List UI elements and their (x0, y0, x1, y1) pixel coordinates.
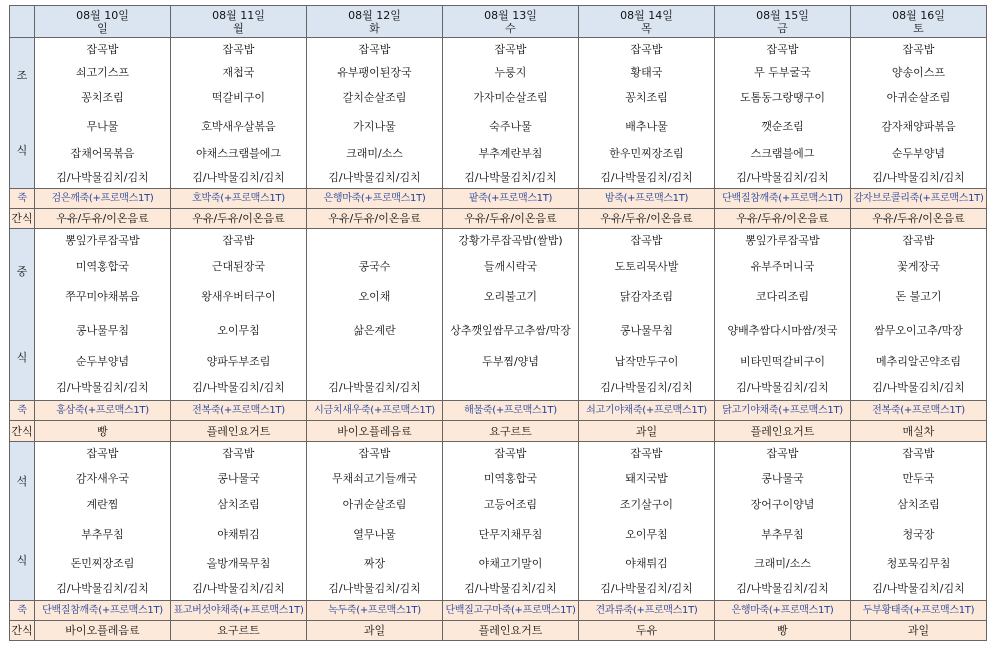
lunch-dish: 왕새우버터구이 (171, 281, 307, 313)
dinner-dish: 콩나물국 (171, 466, 307, 491)
dinner-juk-row (10, 601, 987, 621)
breakfast-dish: 갈치순살조림 (307, 84, 443, 111)
breakfast-dish: 재첩국 (171, 61, 307, 84)
breakfast-dish: 잡곡밥 (307, 38, 443, 61)
meal-plan-table-wrapper (9, 5, 986, 641)
breakfast-dish: 떡갈비구이 (171, 84, 307, 111)
dinner-dish: 잡곡밥 (35, 442, 171, 466)
lunch-dish: 김/나박물김치/김치 (579, 375, 715, 400)
lunch-dish (307, 347, 443, 375)
lunch-dish: 김/나박물김치/김치 (715, 375, 851, 400)
dinner-dish: 오이무침 (579, 518, 715, 550)
breakfast-dish: 감자채양파볶음 (851, 111, 987, 141)
breakfast-snack-item: 우유/두유/이온음료 (307, 209, 443, 229)
lunch-juk-item: 쇠고기야채죽(+프로맥스1T) (579, 401, 715, 421)
day-date: 08월 16일 (892, 8, 945, 22)
breakfast-dish: 김/나박물김치/김치 (171, 166, 307, 188)
lunch-dish: 잡곡밥 (579, 229, 715, 253)
dinner-juk-item: 은행마죽(+프로맥스1T) (715, 601, 851, 621)
breakfast-juk-item: 은행마죽(+프로맥스1T) (307, 189, 443, 209)
lunch-dish: 메추리알곤약조림 (851, 347, 987, 375)
day-header (715, 6, 851, 38)
day-date: 08월 10일 (76, 8, 129, 22)
day-header (851, 6, 987, 38)
lunch-dish (443, 375, 579, 400)
lunch-dish: 쌈무오이고추/막장 (851, 313, 987, 347)
lunch-dish: 양파두부조림 (171, 347, 307, 375)
dinner-dish: 잡곡밥 (171, 442, 307, 466)
breakfast-dish-row (10, 61, 987, 84)
breakfast-dish: 김/나박물김치/김치 (851, 166, 987, 188)
breakfast-juk-item: 호박죽(+프로맥스1T) (171, 189, 307, 209)
breakfast-dish: 쇠고기스프 (35, 61, 171, 84)
dinner-label-char: 석 (16, 475, 28, 488)
breakfast-dish: 잡곡밥 (579, 38, 715, 61)
lunch-dish-row (10, 347, 987, 375)
dinner-label (10, 442, 35, 601)
breakfast-dish: 크래미/소스 (307, 141, 443, 166)
breakfast-snack-item: 우유/두유/이온음료 (851, 209, 987, 229)
lunch-dish: 삶은계란 (307, 313, 443, 347)
dinner-dish: 돈민찌장조림 (35, 550, 171, 577)
lunch-snack-item: 매실차 (851, 421, 987, 442)
breakfast-dish: 김/나박물김치/김치 (307, 166, 443, 188)
lunch-dish: 미역홍합국 (35, 253, 171, 281)
lunch-dish: 콩나물무침 (35, 313, 171, 347)
dinner-dish: 고등어조림 (443, 491, 579, 518)
dinner-dish: 단무지채무침 (443, 518, 579, 550)
dinner-dish: 장어구이양념 (715, 491, 851, 518)
dinner-dish-row (10, 518, 987, 550)
day-of-week: 일 (97, 21, 108, 35)
lunch-dish: 양배추쌈다시마쌈/젓국 (715, 313, 851, 347)
dinner-dish: 잡곡밥 (307, 442, 443, 466)
lunch-dish-row (10, 281, 987, 313)
lunch-dish: 오리불고기 (443, 281, 579, 313)
dinner-dish: 콩나물국 (715, 466, 851, 491)
dinner-dish: 만두국 (851, 466, 987, 491)
breakfast-juk-item: 단백질참깨죽(+프로맥스1T) (715, 189, 851, 209)
breakfast-dish: 순두부양념 (851, 141, 987, 166)
breakfast-dish: 잡곡밥 (851, 38, 987, 61)
dinner-dish: 열무나물 (307, 518, 443, 550)
breakfast-snack-item: 우유/두유/이온음료 (171, 209, 307, 229)
dinner-dish: 잡곡밥 (579, 442, 715, 466)
breakfast-dish-row (10, 84, 987, 111)
breakfast-snack-item: 우유/두유/이온음료 (579, 209, 715, 229)
dinner-juk-item: 단백질고구마죽(+프로맥스1T) (443, 601, 579, 621)
lunch-label-char: 식 (16, 350, 28, 364)
dinner-dish: 무채쇠고기들깨국 (307, 466, 443, 491)
header-corner (10, 6, 35, 38)
lunch-juk-label: 죽 (10, 401, 35, 421)
lunch-snack-item: 플레인요거트 (171, 421, 307, 442)
breakfast-dish-row (10, 111, 987, 141)
lunch-dish: 납작만두구이 (579, 347, 715, 375)
lunch-dish: 꽃게장국 (851, 253, 987, 281)
breakfast-dish: 가자미순살조림 (443, 84, 579, 111)
dinner-dish: 김/나박물김치/김치 (579, 577, 715, 600)
lunch-dish: 돈 불고기 (851, 281, 987, 313)
dinner-dish: 조기살구이 (579, 491, 715, 518)
dinner-dish-row (10, 577, 987, 600)
day-date: 08월 12일 (348, 8, 401, 22)
breakfast-snack-item: 우유/두유/이온음료 (715, 209, 851, 229)
lunch-dish-row (10, 253, 987, 281)
meal-plan-body (10, 6, 987, 641)
day-of-week: 금 (777, 21, 788, 35)
day-header (443, 6, 579, 38)
lunch-dish-row (10, 375, 987, 400)
lunch-dish: 닭감자조림 (579, 281, 715, 313)
weekly-meal-plan-table (9, 5, 987, 641)
lunch-dish: 코다리조림 (715, 281, 851, 313)
day-header (35, 6, 171, 38)
day-of-week: 화 (369, 21, 380, 35)
dinner-dish: 짜장 (307, 550, 443, 577)
lunch-snack-item: 과일 (579, 421, 715, 442)
breakfast-dish: 호박새우살볶음 (171, 111, 307, 141)
breakfast-dish: 김/나박물김치/김치 (35, 166, 171, 188)
dinner-snack-item: 플레인요거트 (443, 621, 579, 641)
dinner-dish-row (10, 442, 987, 466)
dinner-label-char: 식 (16, 554, 28, 567)
breakfast-dish: 숙주나물 (443, 111, 579, 141)
dinner-dish: 감자새우국 (35, 466, 171, 491)
day-date: 08월 13일 (484, 8, 537, 22)
breakfast-juk-item: 감자브로콜리죽(+프로맥스1T) (851, 189, 987, 209)
breakfast-dish: 깻순조림 (715, 111, 851, 141)
lunch-dish: 쭈꾸미야채볶음 (35, 281, 171, 313)
dinner-snack-item: 과일 (307, 621, 443, 641)
dinner-dish: 올방개묵무침 (171, 550, 307, 577)
dinner-snack-item: 과일 (851, 621, 987, 641)
lunch-dish: 잡곡밥 (851, 229, 987, 253)
day-header (579, 6, 715, 38)
lunch-dish: 두부찜/양념 (443, 347, 579, 375)
breakfast-dish: 잡곡밥 (443, 38, 579, 61)
lunch-snack-item: 플레인요거트 (715, 421, 851, 442)
lunch-dish (307, 229, 443, 253)
dinner-snack-row (10, 621, 987, 641)
dinner-snack-item: 바이오플레음료 (35, 621, 171, 641)
day-date: 08월 11일 (212, 8, 265, 22)
day-date: 08월 14일 (620, 8, 673, 22)
breakfast-juk-item: 팥죽(+프로맥스1T) (443, 189, 579, 209)
day-header (307, 6, 443, 38)
day-header (171, 6, 307, 38)
breakfast-dish: 도톰동그랑땡구이 (715, 84, 851, 111)
breakfast-dish-row (10, 38, 987, 61)
dinner-dish: 삼치조림 (851, 491, 987, 518)
lunch-juk-item: 닭고기야채죽(+프로맥스1T) (715, 401, 851, 421)
dinner-dish: 삼치조림 (171, 491, 307, 518)
lunch-dish: 순두부양념 (35, 347, 171, 375)
breakfast-dish-row (10, 166, 987, 188)
breakfast-snack-label: 간식 (10, 209, 35, 229)
lunch-label (10, 229, 35, 401)
breakfast-snack-item: 우유/두유/이온음료 (35, 209, 171, 229)
lunch-dish: 뽕잎가루잡곡밥 (715, 229, 851, 253)
breakfast-label-char: 조 (16, 69, 28, 82)
breakfast-dish: 누룽지 (443, 61, 579, 84)
lunch-dish-row (10, 229, 987, 253)
dinner-dish: 김/나박물김치/김치 (307, 577, 443, 600)
lunch-dish: 강황가루잡곡밥(쌀밥) (443, 229, 579, 253)
dinner-dish: 야채튀김 (579, 550, 715, 577)
dinner-dish: 돼지국밥 (579, 466, 715, 491)
breakfast-dish: 양송이스프 (851, 61, 987, 84)
lunch-dish: 근대된장국 (171, 253, 307, 281)
dinner-dish-row (10, 491, 987, 518)
breakfast-dish: 아귀순살조림 (851, 84, 987, 111)
dinner-dish: 야채고기말이 (443, 550, 579, 577)
dinner-snack-item: 요구르트 (171, 621, 307, 641)
breakfast-dish: 유부팽이된장국 (307, 61, 443, 84)
lunch-dish-row (10, 313, 987, 347)
lunch-snack-item: 요구르트 (443, 421, 579, 442)
breakfast-dish: 한우민찌장조림 (579, 141, 715, 166)
breakfast-label-char: 식 (16, 144, 28, 157)
day-of-week: 월 (233, 21, 244, 35)
lunch-snack-label: 간식 (10, 421, 35, 442)
dinner-dish: 부추무침 (35, 518, 171, 550)
dinner-dish: 청포묵김무침 (851, 550, 987, 577)
dinner-dish: 미역홍합국 (443, 466, 579, 491)
dinner-dish: 김/나박물김치/김치 (715, 577, 851, 600)
lunch-dish: 콩나물무침 (579, 313, 715, 347)
breakfast-dish: 무나물 (35, 111, 171, 141)
dinner-juk-item: 표고버섯야채죽(+프로맥스1T) (171, 601, 307, 621)
breakfast-dish: 잡곡밥 (171, 38, 307, 61)
dinner-juk-item: 녹두죽(+프로맥스1T) (307, 601, 443, 621)
day-of-week: 수 (505, 21, 516, 35)
dinner-dish: 김/나박물김치/김치 (171, 577, 307, 600)
breakfast-dish: 꽁치조림 (579, 84, 715, 111)
lunch-juk-item: 전복죽(+프로맥스1T) (171, 401, 307, 421)
dinner-juk-item: 두부황태죽(+프로맥스1T) (851, 601, 987, 621)
breakfast-dish: 잡채어묵볶음 (35, 141, 171, 166)
breakfast-juk-row (10, 189, 987, 209)
header-row (10, 6, 987, 38)
breakfast-dish: 스크램블에그 (715, 141, 851, 166)
dinner-dish: 부추무침 (715, 518, 851, 550)
lunch-dish: 상추깻잎쌈무고추쌈/막장 (443, 313, 579, 347)
dinner-juk-item: 단백질참깨죽(+프로맥스1T) (35, 601, 171, 621)
dinner-dish: 김/나박물김치/김치 (35, 577, 171, 600)
lunch-snack-item: 바이오플레음료 (307, 421, 443, 442)
breakfast-dish: 김/나박물김치/김치 (715, 166, 851, 188)
lunch-juk-item: 홍삼죽(+프로맥스1T) (35, 401, 171, 421)
dinner-dish: 잡곡밥 (443, 442, 579, 466)
breakfast-dish: 잡곡밥 (35, 38, 171, 61)
lunch-dish: 김/나박물김치/김치 (35, 375, 171, 400)
day-date: 08월 15일 (756, 8, 809, 22)
lunch-juk-row (10, 401, 987, 421)
dinner-dish: 아귀순살조림 (307, 491, 443, 518)
lunch-juk-item: 해물죽(+프로맥스1T) (443, 401, 579, 421)
dinner-dish: 청국장 (851, 518, 987, 550)
dinner-juk-label: 죽 (10, 601, 35, 621)
dinner-snack-item: 두유 (579, 621, 715, 641)
lunch-dish: 뽕잎가루잡곡밥 (35, 229, 171, 253)
dinner-dish: 김/나박물김치/김치 (851, 577, 987, 600)
lunch-dish: 콩국수 (307, 253, 443, 281)
dinner-dish: 잡곡밥 (715, 442, 851, 466)
dinner-dish: 김/나박물김치/김치 (443, 577, 579, 600)
lunch-dish: 김/나박물김치/김치 (307, 375, 443, 400)
lunch-juk-item: 전복죽(+프로맥스1T) (851, 401, 987, 421)
lunch-dish: 도토리묵사발 (579, 253, 715, 281)
breakfast-snack-item: 우유/두유/이온음료 (443, 209, 579, 229)
breakfast-snack-row (10, 209, 987, 229)
breakfast-dish: 김/나박물김치/김치 (579, 166, 715, 188)
breakfast-juk-label: 죽 (10, 189, 35, 209)
lunch-snack-item: 빵 (35, 421, 171, 442)
breakfast-dish: 꽁치조림 (35, 84, 171, 111)
lunch-dish: 비타민떡갈비구이 (715, 347, 851, 375)
breakfast-dish: 부추계란부침 (443, 141, 579, 166)
lunch-dish: 김/나박물김치/김치 (851, 375, 987, 400)
dinner-dish: 계란찜 (35, 491, 171, 518)
day-of-week: 목 (641, 21, 652, 35)
dinner-snack-item: 빵 (715, 621, 851, 641)
breakfast-dish: 김/나박물김치/김치 (443, 166, 579, 188)
breakfast-dish: 배추나물 (579, 111, 715, 141)
lunch-label-char: 중 (16, 265, 28, 279)
breakfast-dish-row (10, 141, 987, 166)
lunch-dish: 김/나박물김치/김치 (171, 375, 307, 400)
lunch-dish: 오이채 (307, 281, 443, 313)
breakfast-dish: 야채스크램블에그 (171, 141, 307, 166)
lunch-dish: 오이무침 (171, 313, 307, 347)
breakfast-juk-item: 검은깨죽(+프로맥스1T) (35, 189, 171, 209)
dinner-snack-label: 간식 (10, 621, 35, 641)
dinner-dish: 야채튀김 (171, 518, 307, 550)
dinner-dish-row (10, 550, 987, 577)
dinner-dish: 잡곡밥 (851, 442, 987, 466)
lunch-juk-item: 시금치새우죽(+프로맥스1T) (307, 401, 443, 421)
lunch-dish: 유부주머니국 (715, 253, 851, 281)
dinner-juk-item: 견과류죽(+프로맥스1T) (579, 601, 715, 621)
breakfast-dish: 황태국 (579, 61, 715, 84)
day-of-week: 토 (913, 21, 924, 35)
breakfast-label (10, 38, 35, 189)
lunch-snack-row (10, 421, 987, 442)
breakfast-juk-item: 밤죽(+프로맥스1T) (579, 189, 715, 209)
lunch-dish: 들깨시락국 (443, 253, 579, 281)
dinner-dish: 크래미/소스 (715, 550, 851, 577)
breakfast-dish: 가지나물 (307, 111, 443, 141)
lunch-dish: 잡곡밥 (171, 229, 307, 253)
breakfast-dish: 잡곡밥 (715, 38, 851, 61)
dinner-dish-row (10, 466, 987, 491)
breakfast-dish: 무 두부굴국 (715, 61, 851, 84)
